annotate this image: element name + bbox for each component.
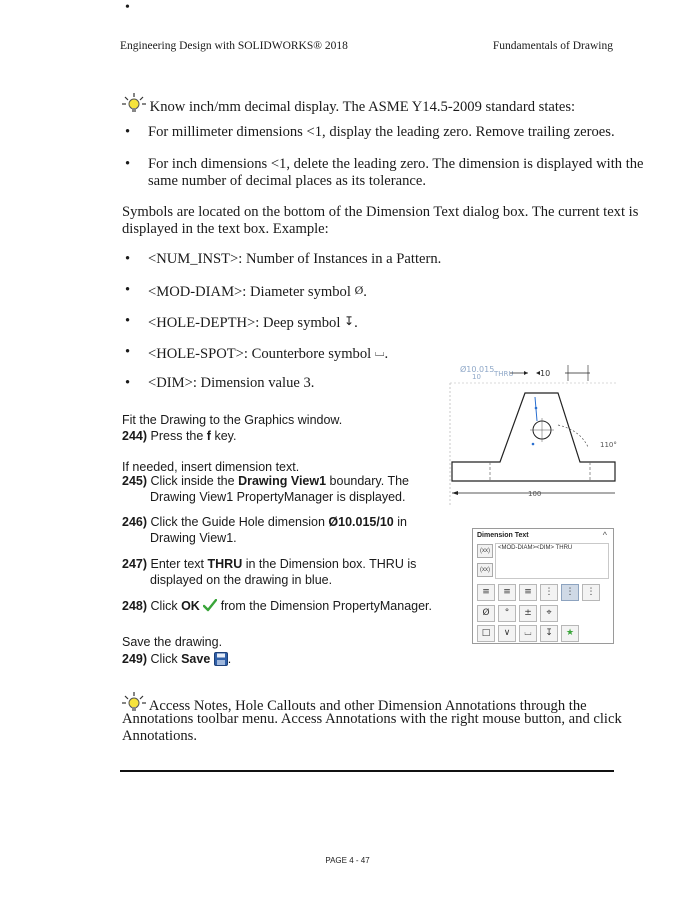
- dim-10: 10: [540, 369, 551, 378]
- bullet-dot: •: [125, 282, 131, 298]
- dim-thru: THRU: [494, 370, 514, 378]
- lightbulb-icon: [122, 93, 146, 115]
- more-symbols-button[interactable]: ★: [561, 625, 579, 642]
- tip-1-text: Know inch/mm decimal display. The ASME Y14.5-2009 standard states:: [149, 99, 576, 115]
- degree-button[interactable]: °: [498, 605, 516, 622]
- step-247: 247) Enter text THRU in the Dimension box. THRU is: [122, 557, 417, 571]
- deep-symbol-icon: ↧: [344, 314, 355, 328]
- header-left: Engineering Design with SOLIDWORKS® 2018: [120, 40, 348, 52]
- step-245: 245) Click inside the Drawing View1 boundary. The: [122, 474, 409, 488]
- step-244: 244) Press the f key.: [122, 429, 237, 443]
- footer-rule: [120, 770, 614, 772]
- bullet-dot: •: [125, 375, 131, 391]
- dim-text-row1-tag[interactable]: (xx): [477, 544, 493, 558]
- para-line: Symbols are located on the bottom of the Dimension Text dialog box. The current text is: [122, 204, 639, 220]
- centerline-button[interactable]: ⌖: [540, 605, 558, 622]
- stack-up-icon[interactable]: ⋮: [540, 584, 558, 601]
- dim-diameter-top: Ø10.015: [460, 365, 495, 374]
- bullet-dot: •: [125, 344, 131, 360]
- insert-heading: If needed, insert dimension text.: [122, 460, 300, 474]
- step-249: 249) Click Save .: [122, 652, 231, 671]
- diameter-symbol-icon: Ø: [354, 283, 364, 297]
- save-icon[interactable]: [214, 652, 228, 671]
- counterbore-button[interactable]: ⌴: [519, 625, 537, 642]
- counterbore-symbol-icon: ⌴: [374, 345, 385, 359]
- dim-text-value: <MOD-DIAM><DIM> THRU: [498, 545, 573, 551]
- dim-angle: 110°: [600, 441, 617, 449]
- symbol-bullet: <NUM_INST>: Number of Instances in a Pattern.: [148, 251, 442, 267]
- bullet-dot: •: [125, 313, 131, 329]
- bullet-text: For millimeter dimensions <1, display the leading zero. Remove trailing zeroes.: [148, 124, 615, 140]
- bullet-text: For inch dimensions <1, delete the leading zero. The dimension is displayed with the: [148, 156, 644, 172]
- symbol-bullet: <HOLE-SPOT>: Counterbore symbol ⌴.: [148, 345, 389, 362]
- dim-text-input[interactable]: [495, 543, 609, 579]
- tip-2-line3: Annotations.: [122, 728, 197, 744]
- justify-toolbar: [477, 584, 603, 602]
- save-heading: Save the drawing.: [122, 635, 223, 649]
- symbol-row-1: [477, 605, 561, 623]
- dim-100: 100: [528, 490, 542, 498]
- bullet-dot: •: [125, 124, 131, 140]
- diameter-button[interactable]: Ø: [477, 605, 495, 622]
- tip-1: [122, 93, 575, 116]
- tip-2-line1: Access Notes, Hole Callouts and other Dimension Annotations through the: [148, 698, 587, 714]
- symbol-row-2: [477, 625, 582, 643]
- panel-title: Dimension Text: [477, 532, 529, 539]
- step-247-cont: displayed on the drawing in blue.: [150, 573, 333, 587]
- stack-down-icon[interactable]: ⋮: [582, 584, 600, 601]
- dim-text-row2-tag[interactable]: (xx): [477, 563, 493, 577]
- bullet-text-cont: same number of decimal places as its tolerance.: [148, 173, 426, 189]
- header-right: Fundamentals of Drawing: [492, 40, 613, 52]
- align-left-icon[interactable]: ≡: [477, 584, 495, 601]
- align-right-icon[interactable]: ≡: [519, 584, 537, 601]
- bullet-dot: •: [125, 251, 131, 267]
- plus-minus-button[interactable]: ±: [519, 605, 537, 622]
- checkmark-icon: [203, 599, 217, 617]
- fit-heading: Fit the Drawing to the Graphics window.: [122, 413, 343, 427]
- symbol-bullet: <HOLE-DEPTH>: Deep symbol ↧.: [148, 314, 358, 331]
- bullet-dot: •: [125, 156, 131, 172]
- symbol-bullet: <MOD-DIAM>: Diameter symbol Ø.: [148, 283, 367, 300]
- page-number: PAGE 4 - 47: [325, 856, 370, 865]
- stack-middle-icon[interactable]: ⋮: [561, 584, 579, 601]
- dimension-text-panel[interactable]: [472, 528, 614, 644]
- para-line: displayed in the text box. Example:: [122, 221, 329, 237]
- tip-2-line2: Annotations toolbar menu. Access Annotations with the right mouse button, and click: [122, 711, 622, 727]
- step-245-cont: Drawing View1 PropertyManager is displayed.: [150, 490, 406, 504]
- step-246-cont: Drawing View1.: [150, 531, 237, 545]
- step-248: 248) Click OK from the Dimension PropertyManager.: [122, 599, 432, 617]
- collapse-icon[interactable]: ^: [602, 530, 607, 540]
- square-button[interactable]: □: [477, 625, 495, 642]
- drawing-view[interactable]: [440, 355, 620, 510]
- align-center-icon[interactable]: ≡: [498, 584, 516, 601]
- step-246: 246) Click the Guide Hole dimension Ø10.015/10 in: [122, 515, 407, 529]
- depth-button[interactable]: ↧: [540, 625, 558, 642]
- countersink-button[interactable]: ∨: [498, 625, 516, 642]
- dim-diameter-bottom: 10: [472, 373, 481, 381]
- symbol-bullet: <DIM>: Dimension value 3.: [148, 375, 315, 391]
